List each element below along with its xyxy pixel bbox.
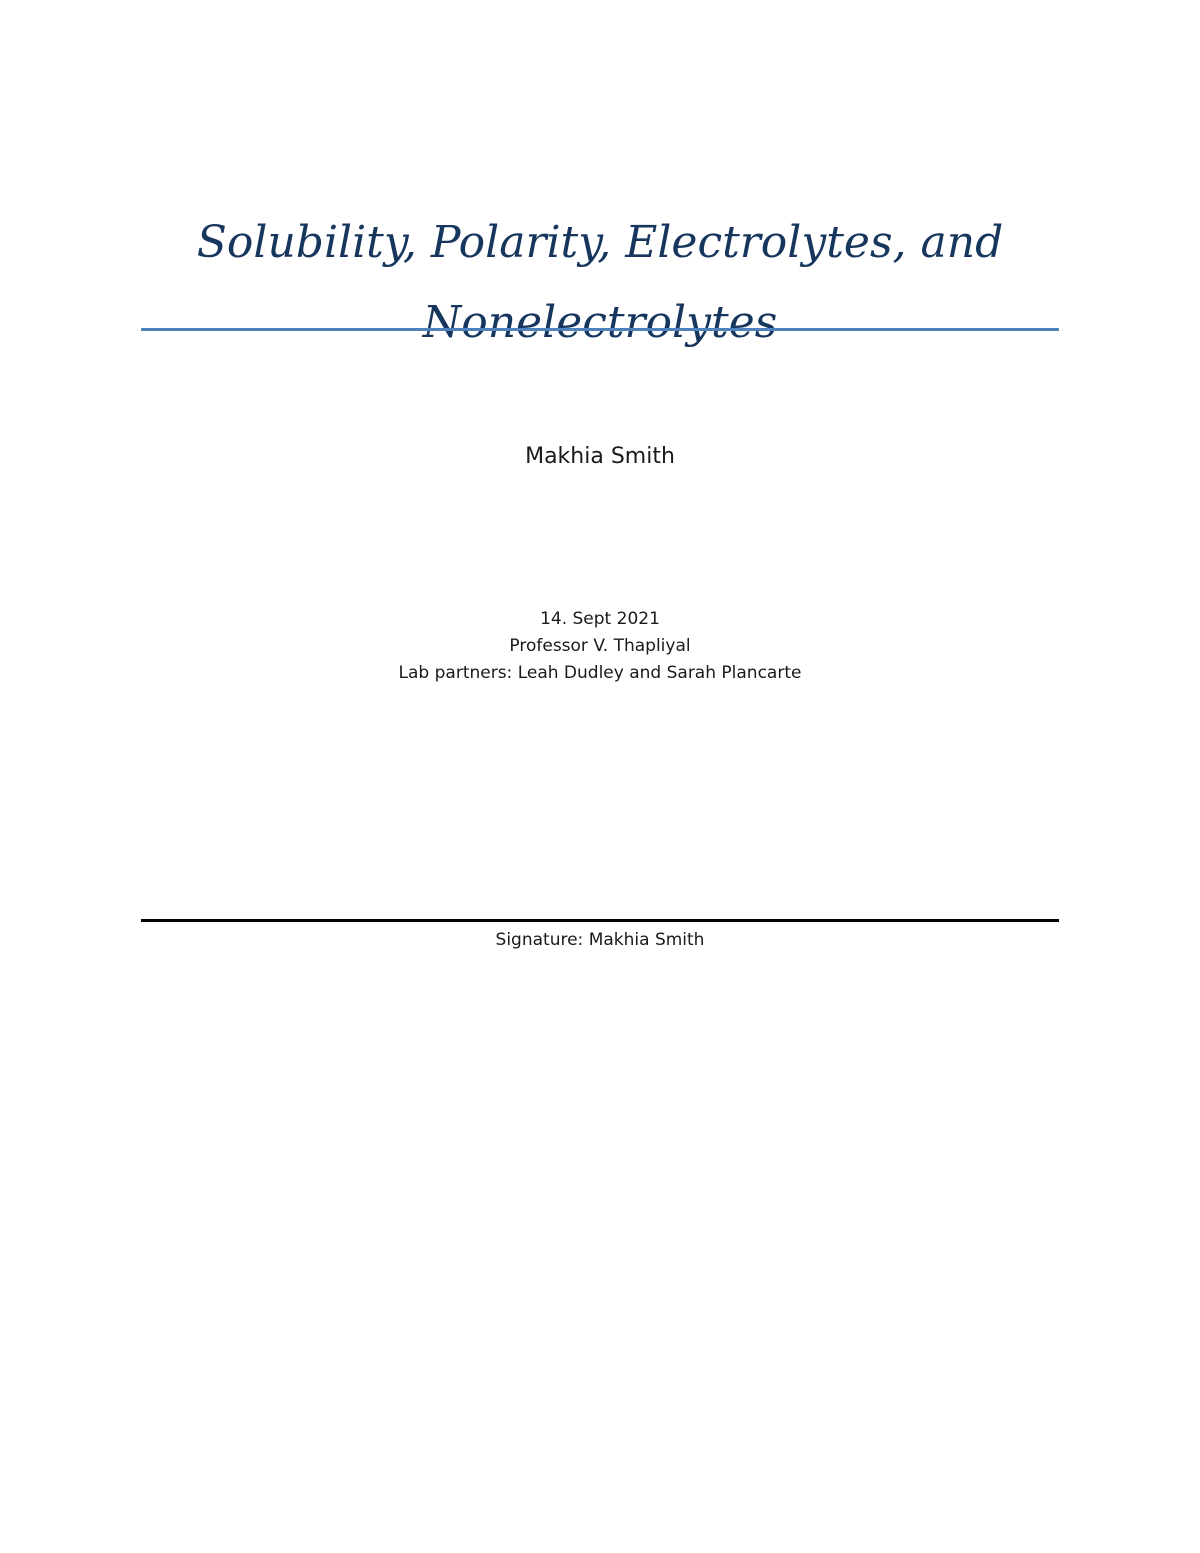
lab-partners: Lab partners: Leah Dudley and Sarah Plancarte [398, 663, 802, 683]
document-title-line-1: Solubility, Polarity, Electrolytes, and [196, 217, 1004, 268]
document-meta-block [141, 606, 1059, 687]
document-title-line-2: Nonelectrolytes [422, 297, 778, 348]
document-date: 14. Sept 2021 [540, 609, 660, 629]
signature-text: Signature: Makhia Smith [495, 930, 705, 950]
professor-name: Professor V. Thapliyal [509, 636, 691, 656]
document-title [141, 203, 1059, 363]
title-underline-rule [141, 328, 1059, 331]
author-name: Makhia Smith [525, 444, 675, 469]
signature-line [141, 919, 1059, 922]
